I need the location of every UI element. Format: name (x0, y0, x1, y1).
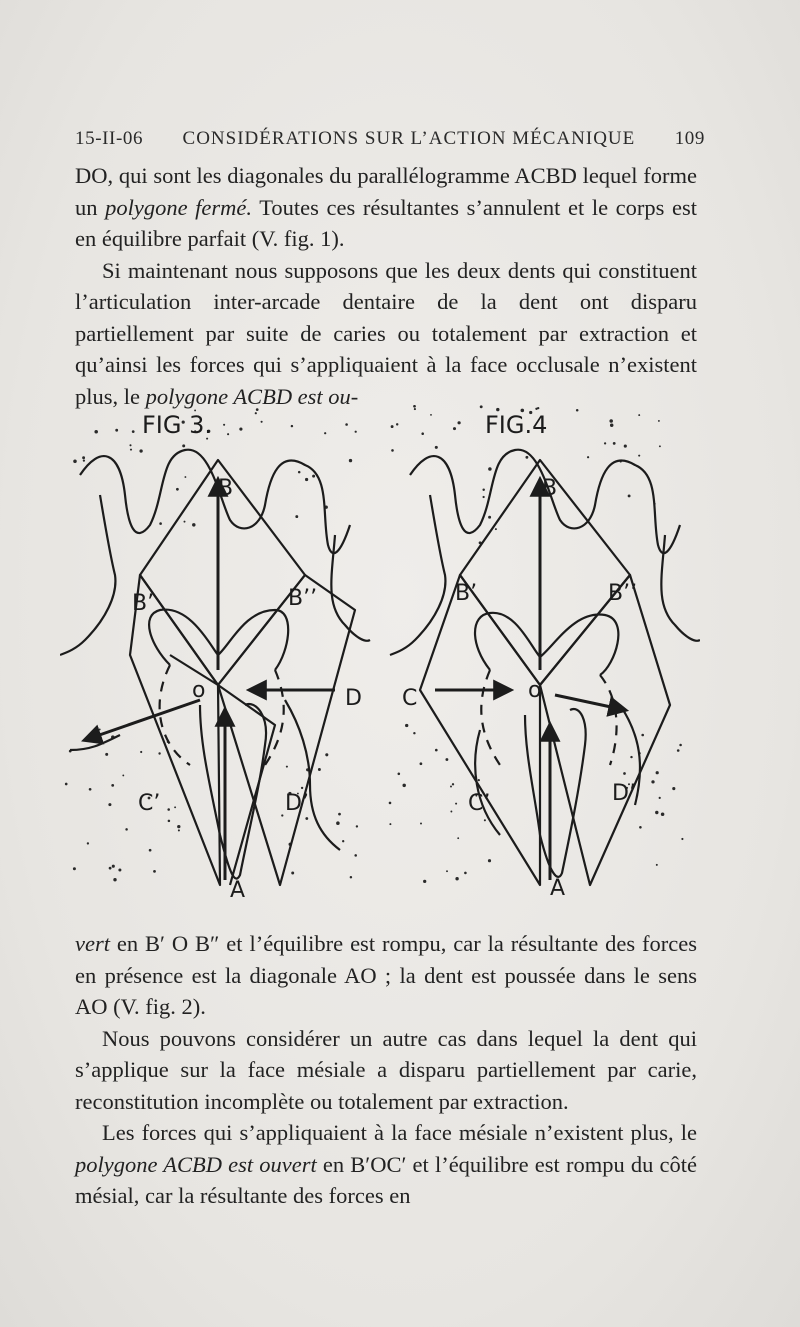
fig3-point-d: D (345, 686, 362, 711)
stipple-dot (130, 449, 132, 451)
fig4-point-b: B (542, 476, 558, 501)
stipple-dot (178, 829, 180, 831)
stipple-dot (355, 431, 357, 433)
arrow-resultant (85, 700, 200, 740)
fig3-point-c1: C’ (138, 791, 161, 816)
stipple-dot (325, 753, 328, 756)
stipple-dot (99, 728, 101, 730)
stipple-dot (435, 446, 438, 449)
stipple-dot (495, 528, 497, 530)
fig4-point-c: C (402, 686, 418, 711)
stipple-dot (659, 445, 661, 447)
stipple-dot (464, 872, 467, 875)
left-tooth-root (60, 495, 115, 655)
rhombus-left-low (130, 575, 220, 885)
stipple-dot (389, 802, 392, 805)
italic-segment: vert (75, 931, 110, 956)
stipple-dot (457, 837, 459, 839)
stipple-dot (610, 424, 613, 427)
fig4-point-o: o (528, 678, 542, 703)
stipple-dot (478, 779, 480, 781)
left-gum-line (475, 730, 500, 835)
stipple-dot (174, 806, 176, 808)
stipple-dot (396, 423, 398, 425)
stipple-dot (149, 849, 152, 852)
stipple-dot (140, 751, 142, 753)
crown-outline (475, 613, 618, 675)
stipple-dot (656, 771, 659, 774)
stipple-dot (420, 762, 423, 765)
stipple-dot (239, 428, 242, 431)
fig3-point-o: o (192, 678, 206, 703)
stipple-dot (656, 864, 658, 866)
stipple-dot (281, 814, 283, 816)
paragraph (75, 160, 697, 255)
stipple-dot (641, 734, 644, 737)
stipple-dot (227, 433, 229, 435)
italic-segment: polygone ACBD est ouvert (75, 1151, 317, 1177)
running-head (75, 128, 705, 150)
stipple-dot (65, 783, 68, 786)
stipple-dot (338, 813, 341, 816)
stipple-dot (420, 823, 422, 825)
paragraph (75, 255, 697, 413)
stipple-dot (679, 744, 682, 747)
stipple-dot (305, 478, 308, 481)
stipple-dot (677, 749, 680, 752)
text-segment: Si maintenant nous supposons que les deux dents qui constituent l’articulation inter-arcade dentaire de la dent ont disparu partiellement par suite de caries ou totalement par extraction et qu’ainsi les forces qui s’appliquaient à la face occlusale n’existent plus, le (75, 257, 697, 409)
stipple-dot (312, 475, 315, 478)
page-number: 109 (674, 128, 705, 149)
stipple-dot (336, 821, 340, 825)
stipple-dot (535, 408, 537, 410)
lower-tooth-body (525, 709, 586, 877)
stipple-dot (113, 878, 116, 881)
stipple-dot (430, 414, 432, 416)
stipple-dot (480, 405, 483, 408)
figure-4 (390, 450, 700, 885)
right-gum-line (285, 700, 340, 850)
stipple-dot (482, 488, 484, 490)
text-block-top (75, 160, 697, 412)
paragraph (75, 1117, 697, 1212)
stipple-dot (82, 456, 85, 459)
stipple-dot (73, 460, 77, 464)
rhombus-right (540, 575, 670, 885)
folio-date: 15-II-06 (75, 128, 144, 149)
stipple-dot (167, 808, 170, 811)
stipple-dot (391, 425, 394, 428)
stipple-dot (132, 430, 135, 433)
arrow-resultant (555, 695, 625, 710)
stipple-dot (256, 408, 259, 411)
stipple-dot (139, 449, 142, 452)
text-segment: Les forces qui s’appliquaient à la face mésiale n’existent plus, le (102, 1120, 697, 1145)
stipple-dot (192, 523, 195, 526)
stipple-dot (525, 456, 528, 459)
stipple-dot (349, 459, 352, 462)
stipple-dot (638, 414, 640, 416)
stipple-dot (122, 774, 124, 776)
stipple-dot (613, 442, 616, 445)
dental-figure (60, 405, 700, 905)
stipple-dot (342, 840, 344, 842)
stipple-dot (184, 521, 186, 523)
stipple-dot (356, 825, 358, 827)
stipple-dot (638, 455, 640, 457)
stipple-dot (324, 432, 326, 434)
stipple-dot (488, 467, 492, 471)
stipple-dot (576, 409, 579, 412)
stipple-dot (111, 784, 114, 787)
left-tooth-root (390, 495, 445, 655)
text-block-bottom (75, 928, 697, 1212)
paragraph (75, 1023, 697, 1118)
stipple-dot (587, 456, 589, 458)
stipple-dot (112, 865, 115, 868)
stipple-dot (184, 476, 186, 478)
stipple-dot (452, 783, 454, 785)
stipple-dot (609, 419, 613, 423)
italic-segment: polygone fermé. (105, 194, 253, 220)
stipple-dot (628, 494, 631, 497)
stipple-dot (651, 780, 654, 783)
stipple-dot (484, 819, 486, 821)
stipple-dot (630, 756, 632, 758)
stipple-dot (168, 820, 171, 823)
figure-svg (60, 405, 700, 905)
stipple-dot (108, 803, 111, 806)
dashed-crown-right (600, 675, 617, 765)
stipple-dot (83, 459, 85, 461)
stipple-dot (261, 421, 263, 423)
stipple-dot (305, 817, 308, 820)
stipple-dot (298, 471, 301, 474)
stipple-dot (624, 445, 627, 448)
stipple-dot (286, 766, 288, 768)
fig3-label: FIG 3. (142, 411, 213, 439)
stipple-dot (414, 408, 416, 410)
dashed-crown-left (160, 665, 190, 765)
stipple-dot (94, 430, 98, 434)
italic-segment: polygone ACBD est ou- (145, 383, 359, 409)
stipple-dot (89, 788, 92, 791)
paragraph (75, 928, 697, 1023)
stipple-dot (450, 811, 452, 813)
stipple-dot (153, 870, 156, 873)
stipple-dot (159, 522, 162, 525)
stipple-dot (445, 758, 448, 761)
stipple-dot (301, 787, 303, 789)
stipple-dot (105, 753, 108, 756)
fig4-point-c1: C’ (468, 791, 491, 816)
fig3-point-b2: B’’ (288, 586, 318, 611)
stipple-dot (446, 870, 448, 872)
stipple-dot (402, 784, 405, 787)
stipple-dot (295, 515, 298, 518)
stipple-dot (413, 732, 415, 734)
stipple-dot (435, 749, 438, 752)
stipple-dot (398, 773, 401, 776)
stipple-dot (291, 872, 294, 875)
fig4-label: FIG.4 (485, 411, 548, 439)
stipple-dot (176, 488, 179, 491)
stipple-dot (639, 826, 642, 829)
stipple-dot (125, 828, 128, 831)
stipple-dot (453, 427, 456, 430)
stipple-dot (488, 516, 491, 519)
stipple-dot (455, 877, 458, 880)
stipple-dot (115, 429, 118, 432)
stipple-dot (291, 425, 293, 427)
stipple-dot (129, 444, 131, 446)
stipple-dot (421, 432, 424, 435)
stipple-dot (109, 867, 112, 870)
stipple-dot (457, 421, 460, 424)
stipple-dot (623, 772, 626, 775)
stipple-dot (345, 423, 348, 426)
stipple-dot (354, 854, 357, 857)
stipple-dot (350, 876, 352, 878)
stipple-dot (405, 724, 408, 727)
stipple-dot (318, 768, 321, 771)
fig4-point-b2: B’’ (608, 581, 638, 606)
stipple-dot (450, 786, 452, 788)
fig4-point-a: A (550, 876, 566, 901)
stipple-dot (177, 825, 180, 828)
fig3-point-a: A (230, 878, 246, 903)
stipple-dot (661, 812, 665, 816)
fig3-point-b: B (218, 476, 234, 501)
figure-3 (60, 450, 370, 885)
text-segment: Toutes ces résultantes s’annulent et le corps est en équilibre parfait (V. fig. 1). (75, 194, 697, 251)
stipple-dot (391, 449, 394, 452)
stipple-dot (389, 823, 391, 825)
stipple-dot (87, 842, 89, 844)
text-segment: Nous pouvons considérer un autre cas dans lequel la dent qui s’applique sur la face mésiale a disparu partiellement par carie, reconstitution incomplète ou totalement par extraction. (75, 1025, 697, 1114)
stipple-dot (73, 867, 76, 870)
stipple-dot (488, 859, 491, 862)
stipple-dot (455, 803, 457, 805)
stipple-dot (255, 412, 257, 414)
fig4-point-b1: B’ (455, 581, 478, 606)
stipple-dot (655, 811, 658, 814)
text-segment: en B′ O B″ et l’équilibre est rompu, car la résultante des forces en présence est la diagonale AO ; la dent est poussée dans le sens AO (V. fig. 2). (75, 931, 697, 1019)
stipple-dot (482, 496, 484, 498)
dashed-crown-left (481, 670, 500, 765)
text-segment: DO, qui sont les diagonales du parallélogramme ACBD lequel forme un (75, 163, 697, 220)
stipple-dot (223, 424, 225, 426)
stipple-dot (423, 880, 426, 883)
fig3-point-d1: D’ (285, 791, 309, 816)
stipple-dot (158, 752, 160, 754)
fig3-point-b1: B’ (132, 591, 155, 616)
stipple-dot (659, 797, 661, 799)
fig4-point-d1: D’ (612, 781, 636, 806)
stipple-dot (681, 838, 683, 840)
stipple-dot (413, 405, 416, 408)
stipple-dot (658, 420, 660, 422)
stipple-dot (182, 444, 185, 447)
stipple-dot (672, 787, 675, 790)
stipple-dot (604, 442, 606, 444)
stipple-dot (118, 868, 121, 871)
text-segment: en B′OC′ et l’équilibre est rompu du côté mésial, car la résultante des forces en (75, 1151, 697, 1208)
running-title: CONSIDÉRATIONS SUR L’ACTION MÉCANIQUE (182, 128, 636, 149)
